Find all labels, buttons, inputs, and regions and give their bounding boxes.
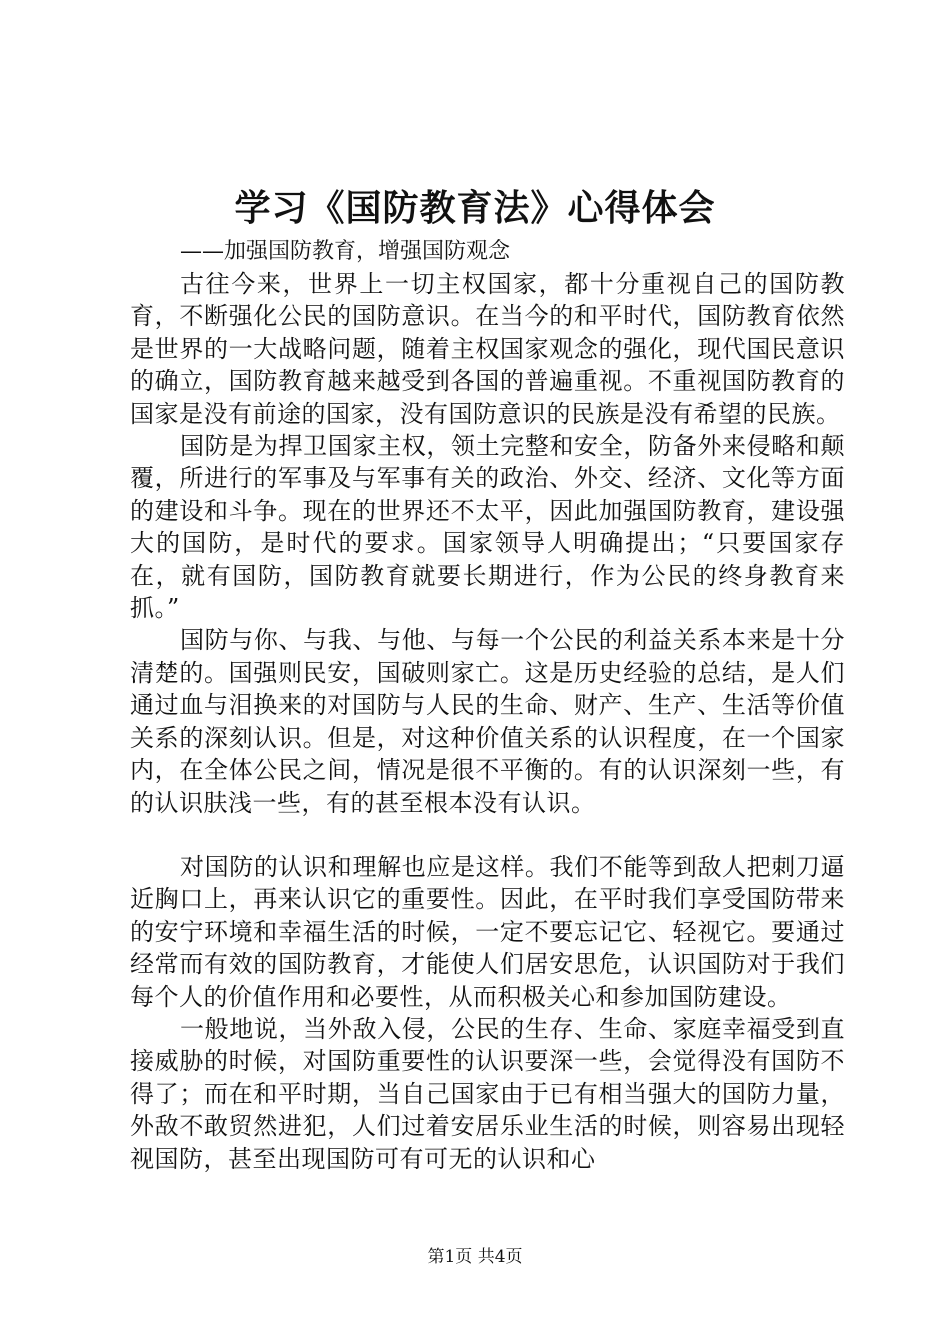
paragraph-1: 古往今来，世界上一切主权国家，都十分重视自己的国防教育，不断强化公民的国防意识。在当今的和平时代，国防教育依然是世界的一大战略问题，随着主权国家观念的强化，现代国民意识的确立，国防教育越来越受到各国的普遍重视。不重视国防教育的国家是没有前途的国家，没有国防意识的民族是没有希望的民族。	[130, 270, 845, 428]
paragraph-5: 一般地说，当外敌入侵，公民的生存、生命、家庭幸福受到直接威胁的时候，对国防重要性的认识要深一些，会觉得没有国防不得了；而在和平时期，当自己国家由于已有相当强大的国防力量，外敌不敢贸然进犯，人们过着安居乐业生活的时候，则容易出现轻视国防，甚至出现国防可有可无的认识和心	[130, 1014, 845, 1173]
document-subtitle: ——加强国防教育，增强国防观念	[180, 239, 511, 264]
paragraph-spacer	[130, 819, 845, 851]
paragraph-2: 国防是为捍卫国家主权，领土完整和安全，防备外来侵略和颠覆，所进行的军事及与军事有关的政治、外交、经济、文化等方面的建设和斗争。现在的世界还不太平，因此加强国防教育，建设强大的国防，是时代的要求。国家领导人明确提出；“只要国家存在，就有国防，国防教育就要长期进行，作为公民的终身教育来抓。”	[130, 432, 845, 623]
paragraph-4: 对国防的认识和理解也应是这样。我们不能等到敌人把刺刀逼近胸口上，再来认识它的重要性。因此，在平时我们享受国防带来的安宁环境和幸福生活的时候，一定不要忘记它、轻视它。要通过经常而有效的国防教育，才能使人们居安思危，认识国防对于我们每个人的价值作用和必要性，从而积极关心和参加国防建设。	[130, 852, 845, 1011]
document-body	[130, 236, 845, 1175]
document-title: 学习《国防教育法》心得体会	[234, 187, 716, 229]
paragraph-3: 国防与你、与我、与他、与每一个公民的利益关系本来是十分清楚的。国强则民安，国破则家亡。这是历史经验的总结，是人们通过血与泪换来的对国防与人民的生命、财产、生产、生活等价值关系的深刻认识。但是，对这种价值关系的认识程度，在一个国家内，在全体公民之间，情况是很不平衡的。有的认识深刻一些，有的认识肤浅一些，有的甚至根本没有认识。	[130, 626, 845, 817]
page-number-footer: 第1页 共4页	[427, 1247, 523, 1267]
